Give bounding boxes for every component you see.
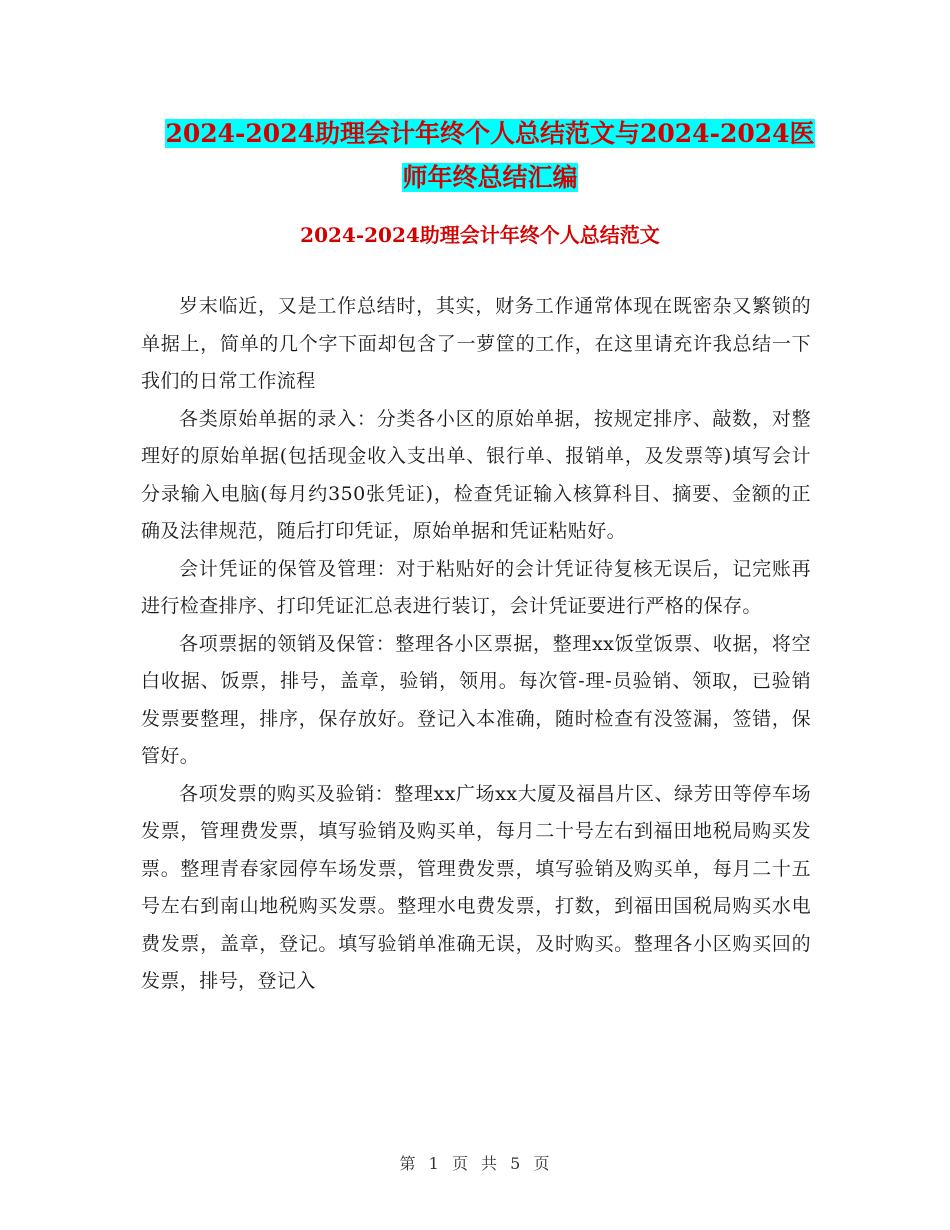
- document-body: [141, 288, 811, 1001]
- paragraph: 岁末临近，又是工作总结时，其实，财务工作通常体现在既密杂又繁锁的单据上，简单的几个字下面却包含了一萝筐的工作，在这里请充许我总结一下我们的日常工作流程: [141, 295, 811, 392]
- paragraph: 各项发票的购买及验销：整理xx广场xx大厦及福昌片区、绿芳田等停车场发票，管理费发票，填写验销及购买单，每月二十号左右到福田地税局购买发票。整理青春家园停车场发票，管理费发票，填写验销及购买单，每月二十五号左右到南山地税购买发票。整理水电费发票，打数，到福田国税局购买水电费发票，盖章，登记。填写验销单准确无误，及时购买。整理各小区购买回的发票，排号，登记入: [141, 782, 811, 992]
- footer-current-page: 1: [428, 1154, 440, 1173]
- paragraph: 各类原始单据的录入：分类各小区的原始单据，按规定排序、敲数，对整理好的原始单据(包括现金收入支出单、银行单、报销单，及发票等)填写会计分录输入电脑(每月约350张凭证)，检查凭证输入核算科目、摘要、金额的正确及法律规范，随后打印凭证，原始单据和凭证粘贴好。: [141, 407, 811, 542]
- footer-label-total: 共: [481, 1154, 499, 1173]
- document-title: [140, 112, 840, 200]
- footer-label-end: 页: [533, 1154, 551, 1173]
- paragraph: 各项票据的领销及保管：整理各小区票据，整理xx饭堂饭票、收据，将空白收据、饭票，排号，盖章，验销，领用。每次管-理-员验销、领取，已验销发票要整理，排序，保存放好。登记入本准确，随时检查有没签漏，签错，保管好。: [141, 632, 811, 767]
- section-title: 2024-2024助理会计年终个人总结范文: [300, 223, 660, 247]
- footer-total-pages: 5: [510, 1154, 522, 1173]
- document-title-line-1: 2024-2024助理会计年终个人总结范文与2024-2024医: [165, 119, 815, 148]
- document-title-line-2: 师年终总结汇编: [402, 163, 578, 192]
- page-footer: [0, 1153, 950, 1175]
- footer-label-of: 页: [451, 1154, 469, 1173]
- footer-label-page: 第: [399, 1154, 417, 1173]
- paragraph: 会计凭证的保管及管理：对于粘贴好的会计凭证待复核无误后，记完账再进行检查排序、打印凭证汇总表进行装订，会计凭证要进行严格的保存。: [141, 557, 811, 617]
